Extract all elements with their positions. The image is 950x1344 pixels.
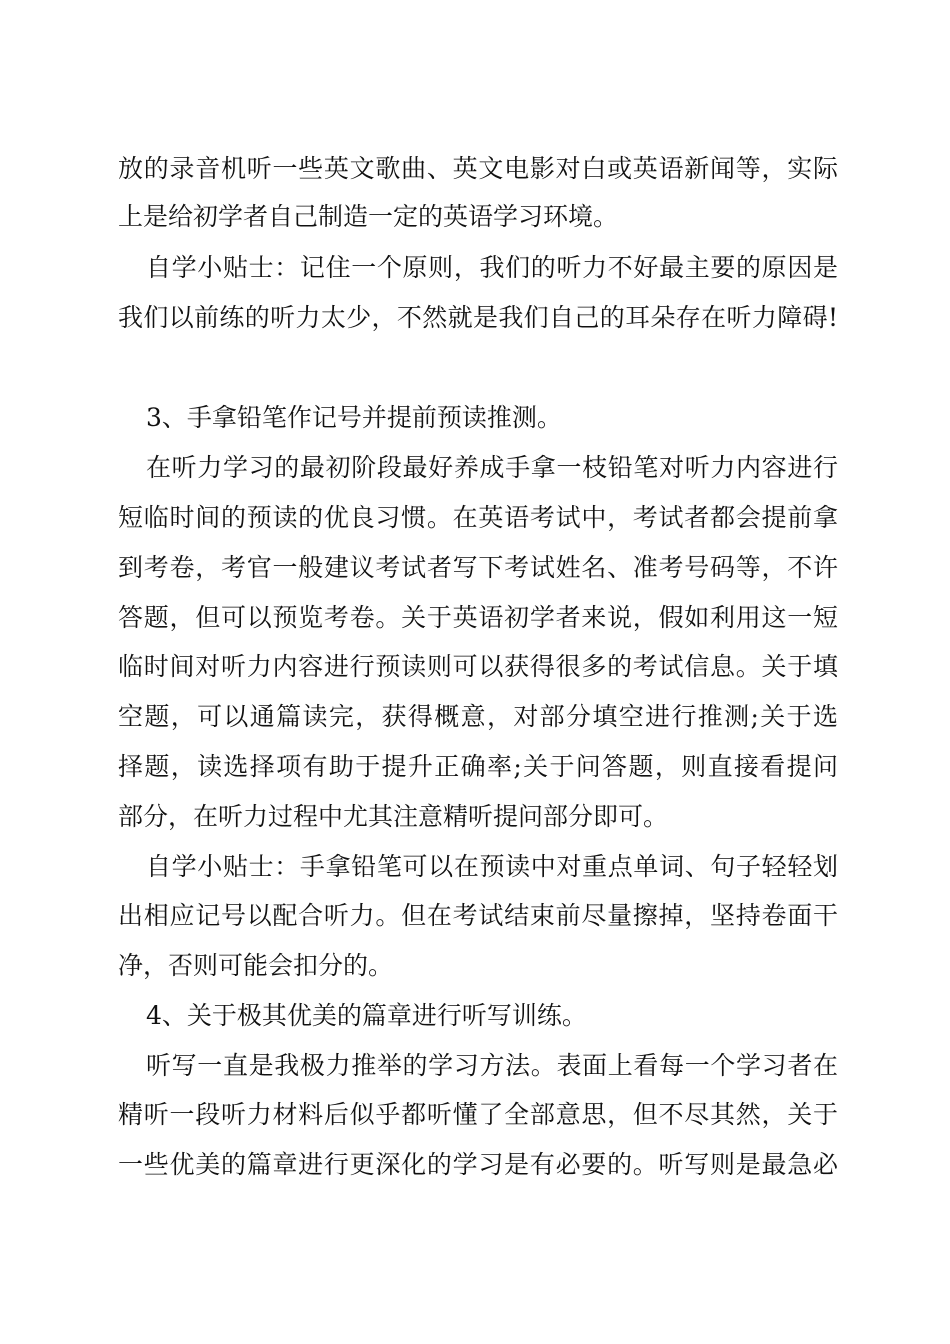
text-line: 放的录音机听一些英文歌曲、英文电影对白或英语新闻等，实际 bbox=[118, 154, 838, 183]
text-line: 精听一段听力材料后似乎都听懂了全部意思，但不尽其然，关于 bbox=[118, 1100, 838, 1129]
text-line: 自学小贴士：记住一个原则，我们的听力不好最主要的原因是 bbox=[146, 253, 838, 282]
text-line: 自学小贴士：手拿铅笔可以在预读中对重点单词、句子轻轻划 bbox=[146, 852, 838, 881]
text-line: 在听力学习的最初阶段最好养成手拿一枝铅笔对听力内容进行 bbox=[146, 453, 838, 482]
text-line: 答题，但可以预览考卷。关于英语初学者来说，假如利用这一短 bbox=[118, 603, 838, 632]
text-line: 择题，读选择项有助于提升正确率;关于问答题，则直接看提问 bbox=[118, 752, 838, 781]
text-line: 我们以前练的听力太少，不然就是我们自己的耳朵存在听力障碍! bbox=[118, 303, 838, 332]
text-line: 短临时间的预读的优良习惯。在英语考试中，考试者都会提前拿 bbox=[118, 503, 838, 532]
text-line: 听写一直是我极力推举的学习方法。表面上看每一个学习者在 bbox=[146, 1051, 838, 1080]
text-line: 出相应记号以配合听力。但在考试结束前尽量擦掉，坚持卷面干 bbox=[118, 901, 838, 930]
text-line: 空题，可以通篇读完，获得概意，对部分填空进行推测;关于选 bbox=[118, 702, 838, 731]
section-heading: 4、关于极其优美的篇章进行听写训练。 bbox=[146, 1001, 587, 1030]
text-line: 净，否则可能会扣分的。 bbox=[118, 951, 394, 980]
text-line: 一些优美的篇章进行更深化的学习是有必要的。听写则是最急必 bbox=[118, 1150, 838, 1179]
text-line: 部分，在听力过程中尤其注意精听提问部分即可。 bbox=[118, 802, 669, 831]
text-line: 上是给初学者自己制造一定的英语学习环境。 bbox=[118, 202, 619, 231]
text-line: 临时间对听力内容进行预读则可以获得很多的考试信息。关于填 bbox=[118, 652, 838, 681]
section-heading: 3、手拿铅笔作记号并提前预读推测。 bbox=[146, 403, 562, 432]
text-line: 到考卷，考官一般建议考试者写下考试姓名、准考号码等，不许 bbox=[118, 553, 838, 582]
